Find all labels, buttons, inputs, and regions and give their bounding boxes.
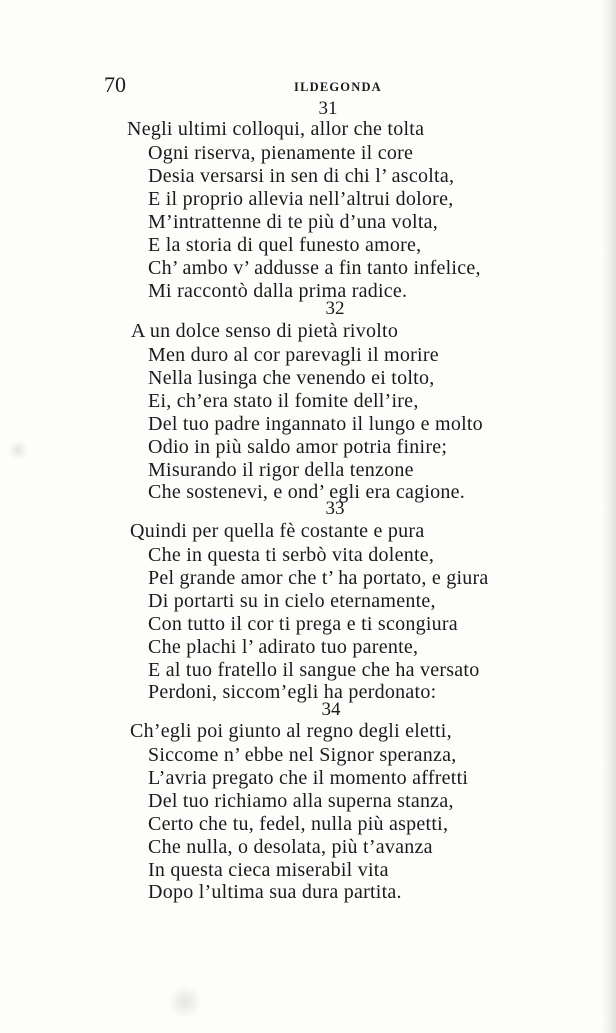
verse-line: Che plachi l’ adirato tuo parente, [148,636,419,658]
page-gutter-shadow [602,0,616,1033]
verse-line: Con tutto il cor ti prega e ti scongiura [148,613,458,635]
verse-line: Ogni riserva, pienamente il core [148,142,414,164]
paper-stain [168,985,202,1019]
verse-line: Negli ultimi colloqui, allor che tolta [127,118,425,140]
verse-line: Men duro al cor parevagli il morire [148,344,439,366]
verse-line: E la storia di quel funesto amore, [148,234,422,256]
verse-line: Ei, ch’era stato il fomite dell’ire, [148,390,419,412]
verse-line: M’intrattenne di te più d’una volta, [148,211,439,233]
verse-line: Misurando il rigor della tenzone [148,459,414,481]
verse-line: Pel grande amor che t’ ha portato, e giura [148,567,489,589]
verse-line: E il proprio allevia nell’altrui dolore, [148,188,454,210]
verse-line: Quindi per quella fè costante e pura [130,520,425,542]
verse-line: Dopo l’ultima sua dura partita. [148,881,402,903]
page-number: 70 [104,72,126,97]
verse-line: Perdoni, siccom’egli ha perdonato: [148,681,437,703]
running-title: ILDEGONDA [294,80,382,94]
verse-line: Desia versarsi in sen di chi l’ ascolta, [148,165,455,187]
stanza-number: 33 [325,498,345,519]
verse-line: Ch’ ambo v’ addusse a fin tanto infelice, [148,257,481,279]
verse-line: E al tuo fratello il sangue che ha versato [148,659,480,681]
verse-line: L’avria pregato che il momento affretti [148,767,469,789]
verse-line: A un dolce senso di pietà rivolto [131,320,399,342]
verse-line: Nella lusinga che venendo ei tolto, [148,367,435,389]
paper-stain [8,440,28,460]
verse-line: Che nulla, o desolata, più t’avanza [148,836,433,858]
verse-line: Che in questa ti serbò vita dolente, [148,544,435,566]
verse-line: Ch’egli poi giunto al regno degli eletti, [130,720,452,742]
verse-line: Del tuo padre ingannato il lungo e molto [148,413,483,435]
verse-line: Di portarti su in cielo eternamente, [148,590,436,612]
verse-line: Certo che tu, fedel, nulla più aspetti, [148,813,449,835]
verse-line: Del tuo richiamo alla superna stanza, [148,790,454,812]
verse-line: Siccome n’ ebbe nel Signor speranza, [148,744,457,766]
verse-line: Mi raccontò dalla prima radice. [148,280,408,302]
stanza-number: 34 [321,699,341,720]
verse-line: In questa cieca miserabil vita [148,859,389,881]
stanza-number: 32 [325,298,345,319]
verse-line: Odio in più saldo amor potria finire; [148,436,448,458]
stanza-number: 31 [318,98,338,119]
verse-line: Che sostenevi, e ond’ egli era cagione. [148,481,466,503]
